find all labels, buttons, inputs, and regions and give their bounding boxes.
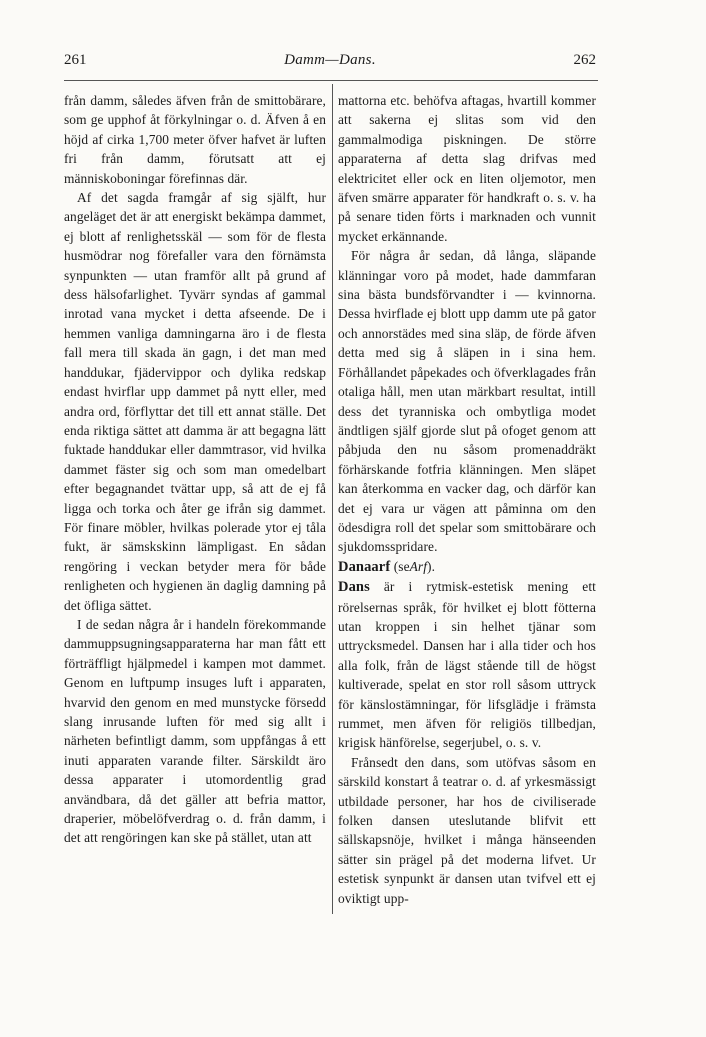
entry-headword-danaarf: Danaarf (338, 558, 391, 575)
entry-dans (338, 577, 596, 753)
page-number-right: 262 (573, 52, 596, 68)
entry-headword-dans: Dans (338, 579, 370, 596)
right-paragraph-last: Frånsedt den dans, som utöfvas såsom en särskild konstart å teatrar o. d. af yrkesmässigt utbildade personer, har hos de civiliserade folken dansen uteslutande blifvit ett sällskapsnöje, hvilket i många hänseenden sätter sin prägel på det moderna lifvet. Ur estetisk synpunkt är dansen utan tvifvel ett ej oviktigt upp- (338, 754, 596, 906)
page-header (64, 52, 596, 74)
left-paragraph-1: från damm, således äfven från de smittobärare, som ge upphof åt förkylningar o. d. Äfven å en höjd af cirka 1,700 meter öfver hafvet är luften fri från damm, förutsatt att ej människoboningar förefinnas där. (64, 93, 326, 186)
cross-reference-link[interactable]: Arf (409, 558, 428, 574)
left-paragraph-3: I de sedan några år i handeln förekommande dammuppsugningsapparaterna har man fått ett förträffligt hjälpmedel i kampen mot dammet. Genom en luftpump insuges luft i apparaten, hvarvid den genom en med munstycke försedd slang inrusande luften för med sig allt i närheten befintligt damm, som uppfångas å ett inuti apparaten varande filter. Särskildt äro dessa apparater i utomordentlig grad användbara, då det gäller att befria mattor, draperier, möbelöfverdrag o. d. från damm, i det att rengöringen kan ske på stället, utan att (64, 616, 326, 846)
cross-reference-prefix: (se (393, 558, 410, 574)
column-divider (332, 84, 333, 914)
entry-dans-text: är i rytmisk-estetisk mening ett rörelsernas språk, för hvilket ej blott fötterna utan kroppen i sin helhet tjänar som uttrycksmedel. Dansen har i alla tider och hos alla folk, från de lägst stående till de högst kultiverade, spelat en stor roll såsom uttryck för känslostämningar, för lifsglädje i främsta rummet, men äfven för religiös tillbedjan, krigisk hänförelse, segerjubel, o. s. v. (338, 579, 596, 751)
right-paragraph-2: För några år sedan, då långa, släpande klänningar voro på modet, hade dammfaran sina bästa bundsförvandter i — kvinnorna. Dessa hvirflade ej blott upp damm ute på gator och annorstädes med sina släp, de förde äfven detta med sig å släpen in i sina hem. Förhållandet påpekades och öfverklagades från otaliga håll, men utan märkbart resultat, intill dess det tyranniska och ombytliga modet ändtligen själf gjorde slut på ofoget genom att påbjuda den nu såsom promenaddräkt förhärskande fotfria klänningen. Men släpet kan återkomma en vacker dag, och därför kan det ej vara ur vägen att påminna om den ödesdigra roll det spelar som smittobärare och sjukdomsspridare. (338, 248, 596, 555)
right-column (338, 91, 596, 908)
entry-danaarf (338, 557, 596, 577)
page-number-left: 261 (64, 52, 87, 68)
cross-reference-suffix: ). (427, 558, 436, 574)
running-title: Damm—Dans. (284, 52, 376, 68)
left-paragraph-2: Af det sagda framgår af sig själft, hur angeläget det är att energiskt bekämpa dammet, ej blott af renlighetsskäl — som för de flesta husmödrar nog förefaller vara den förnämsta synpunkten — utan framför allt på grund af dess hälsofarlighet. Tyvärr syndas af gammal inrotad vana mycket i detta afseende. De i hemmen vanliga damningarna äro i de flesta fall mera till skada än gagn, i det man med handdukar, fjädervippor och dylika redskap endast hvirflar upp dammet på nytt eller, med andra ord, förflyttar det till ett annat ställe. Det enda riktiga sättet att damma är att begagna lätt fuktade handdukar eller dammtrasor, vid hvilka dammet fäster sig och som man omedelbart efter begagnandet tvättar upp, så att de ej få ligga och torka och åter ge ifrån sig dammet. För finare möbler, hvilkas polerade ytor ej tåla fukt, är sämskskinn lämpligast. En sådan rengöring i veckan betyder mera för både renligheten och hygienen än daglig damning på det öfliga sättet. (64, 190, 326, 613)
header-rule (64, 80, 598, 81)
right-paragraph-1: mattorna etc. behöfva aftagas, hvartill kommer att sakerna ej slitas som vid den gammalmodiga piskningen. De större apparaterna af detta slag drifvas med elektricitet eller ock en liten oljemotor, men äfven smärre apparater för handkraft o. s. v. ha på senare tiden förts i marknaden och vunnit mycket erkännande. (338, 93, 596, 244)
left-column (64, 91, 326, 848)
